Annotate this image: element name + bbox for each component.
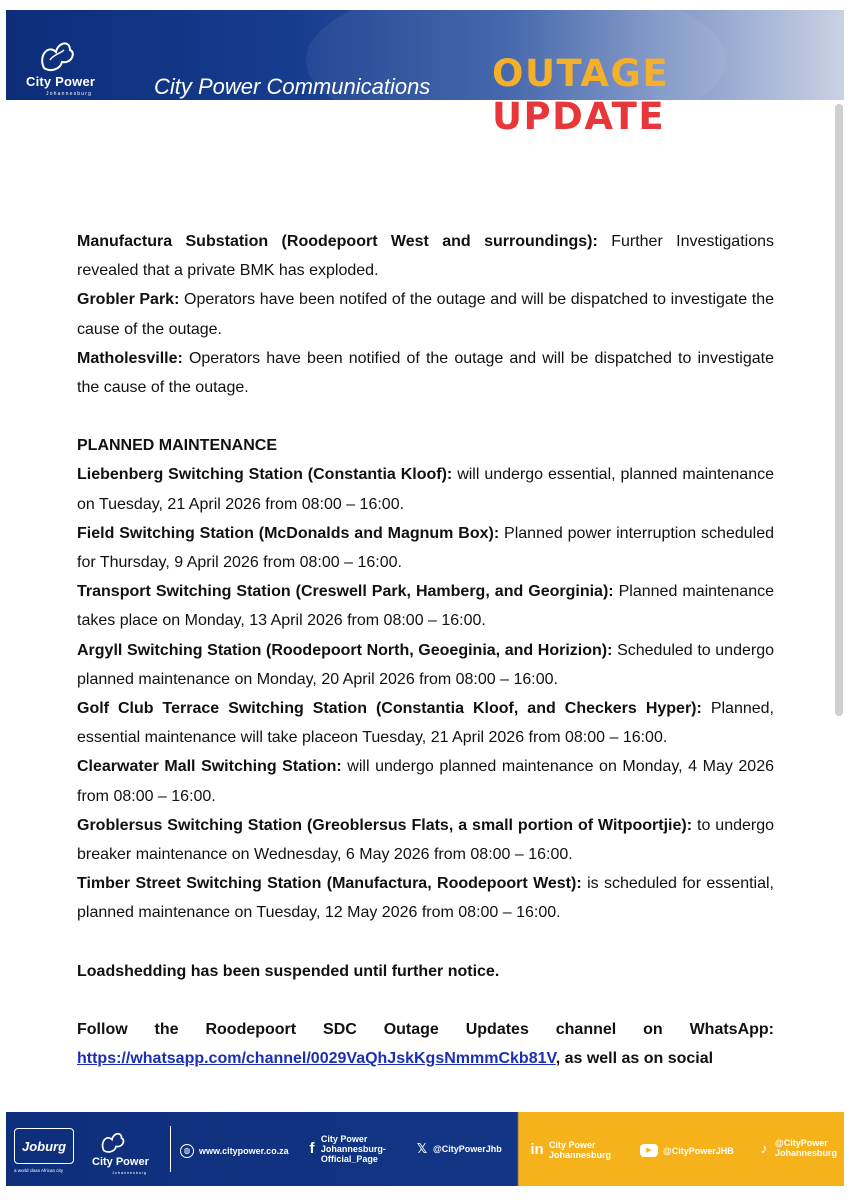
maintenance-detail: will undergo planned maintenance on Monday, 4 May 2026 from 08:00 – 16:00.	[77, 758, 775, 805]
document-body	[77, 227, 774, 1073]
outage-item	[77, 285, 774, 343]
header-logo-sub: Johannesburg	[46, 91, 93, 97]
communications-title: City Power Communications	[154, 74, 431, 99]
outage-update-title	[492, 52, 844, 138]
footer-logo-text: City Power	[92, 1156, 149, 1168]
maintenance-detail: is scheduled for essential, planned maintenance on Tuesday, 12 May 2026 from 08:00 – 16:00.	[77, 875, 774, 922]
loadshedding-notice	[77, 957, 774, 986]
station-name: Argyll Switching Station (Roodepoort North, Geoeginia, and Horizion):	[77, 641, 613, 659]
maintenance-detail: Scheduled to undergo planned maintenance on Monday, 20 April 2026 from 08:00 – 16:00.	[77, 641, 775, 688]
outage-location: Matholesville:	[77, 349, 183, 367]
planned-maintenance-heading	[77, 431, 774, 460]
x-link[interactable]	[416, 1141, 502, 1156]
outage-word: OUTAGE	[492, 52, 670, 95]
linkedin-icon: in	[530, 1141, 544, 1158]
globe-icon: ◍	[180, 1144, 194, 1158]
station-name: Clearwater Mall Switching Station:	[77, 758, 342, 776]
x-icon: 𝕏	[416, 1141, 428, 1156]
maintenance-detail: to undergo breaker maintenance on Wednesday, 6 May 2026 from 08:00 – 16:00.	[77, 816, 775, 864]
tiktok-link[interactable]	[758, 1138, 842, 1158]
scrollbar[interactable]	[835, 104, 843, 716]
maintenance-item	[77, 811, 774, 869]
loadshedding-text: Loadshedding has been suspended until further notice.	[77, 962, 500, 980]
outage-description: Operators have been notified of the outage and will be dispatched to investigate the cause of the outage.	[77, 349, 774, 397]
header-logo-text: City Power	[26, 74, 96, 89]
station-name: Groblersus Switching Station (Greoblersus Flats, a small portion of Witpoortjie):	[77, 816, 693, 834]
maintenance-detail: Planned, essential maintenance will take placeon Tuesday, 21 April 2026 from 08:00 – 16:00.	[77, 700, 774, 747]
section-heading: PLANNED MAINTENANCE	[77, 437, 277, 455]
linkedin-text: City Power Johannesburg	[549, 1140, 612, 1160]
facebook-link[interactable]	[308, 1134, 400, 1164]
youtube-text: @CityPowerJHB	[663, 1145, 734, 1156]
station-name: Transport Switching Station (Creswell Park, Hamberg, and Georginia):	[77, 583, 614, 601]
website-link[interactable]	[180, 1144, 289, 1158]
maintenance-item	[77, 694, 774, 752]
footer-city-power-logo-icon	[98, 1130, 126, 1156]
maintenance-detail: Planned power interruption scheduled for Thursday, 9 April 2026 from 08:00 – 16:00.	[77, 524, 774, 572]
maintenance-item	[77, 519, 774, 577]
outage-item	[77, 227, 774, 285]
joburg-tagline: a world class African city	[14, 1168, 64, 1173]
x-handle-text: @CityPowerJhb	[433, 1144, 502, 1154]
station-name: Golf Club Terrace Switching Station (Constantia Kloof, and Checkers Hyper):	[77, 700, 702, 718]
whatsapp-channel-link[interactable]: https://whatsapp.com/channel/0029VaQhJskKgsNmmmCkb81V	[77, 1050, 556, 1068]
update-word: UPDATE	[492, 95, 666, 138]
station-name: Liebenberg Switching Station (Constantia Kloof):	[77, 466, 453, 484]
station-name: Timber Street Switching Station (Manufactura, Roodepoort West):	[77, 875, 582, 893]
tiktok-icon: ♪	[760, 1140, 768, 1156]
youtube-link[interactable]	[640, 1144, 734, 1157]
joburg-logo: Joburg	[14, 1128, 74, 1164]
tiktok-text: @CityPower Johannesburg	[775, 1138, 838, 1158]
outage-location: Manufactura Substation (Roodepoort West and surroundings):	[77, 233, 598, 250]
footer-banner	[6, 1112, 844, 1186]
header-banner	[6, 10, 844, 138]
footer-divider	[170, 1126, 171, 1172]
follow-text: Follow the Roodepoort SDC Outage Updates channel on WhatsApp:	[77, 1020, 774, 1038]
follow-notice	[77, 1015, 774, 1073]
facebook-text: City Power Johannesburg-Official_Page	[320, 1134, 386, 1164]
facebook-icon: f	[309, 1140, 315, 1157]
outage-item	[77, 344, 774, 402]
city-power-logo-icon	[36, 38, 76, 76]
maintenance-item	[77, 752, 774, 810]
maintenance-detail: will undergo essential, planned maintenance on Tuesday, 21 April 2026 from 08:00 – 16:00.	[77, 466, 774, 513]
outage-description: Further Investigations revealed that a private BMK has exploded.	[77, 233, 774, 280]
station-name: Field Switching Station (McDonalds and Magnum Box):	[77, 524, 500, 542]
maintenance-item	[77, 460, 774, 518]
website-text: www.citypower.co.za	[199, 1146, 289, 1156]
outage-location: Grobler Park:	[77, 291, 180, 309]
maintenance-item	[77, 577, 774, 635]
youtube-icon: ▶	[640, 1144, 658, 1157]
outage-description: Operators have been notifed of the outage and will be dispatched to investigate the cause of the outage.	[77, 291, 775, 338]
linkedin-link[interactable]	[530, 1140, 620, 1160]
maintenance-detail: Planned maintenance takes place on Monday, 13 April 2026 from 08:00 – 16:00.	[77, 583, 774, 630]
footer-logo-sub: Johannesburg	[112, 1170, 147, 1175]
follow-suffix: , as well as on social	[555, 1050, 714, 1068]
maintenance-item	[77, 636, 774, 694]
maintenance-item	[77, 869, 774, 927]
